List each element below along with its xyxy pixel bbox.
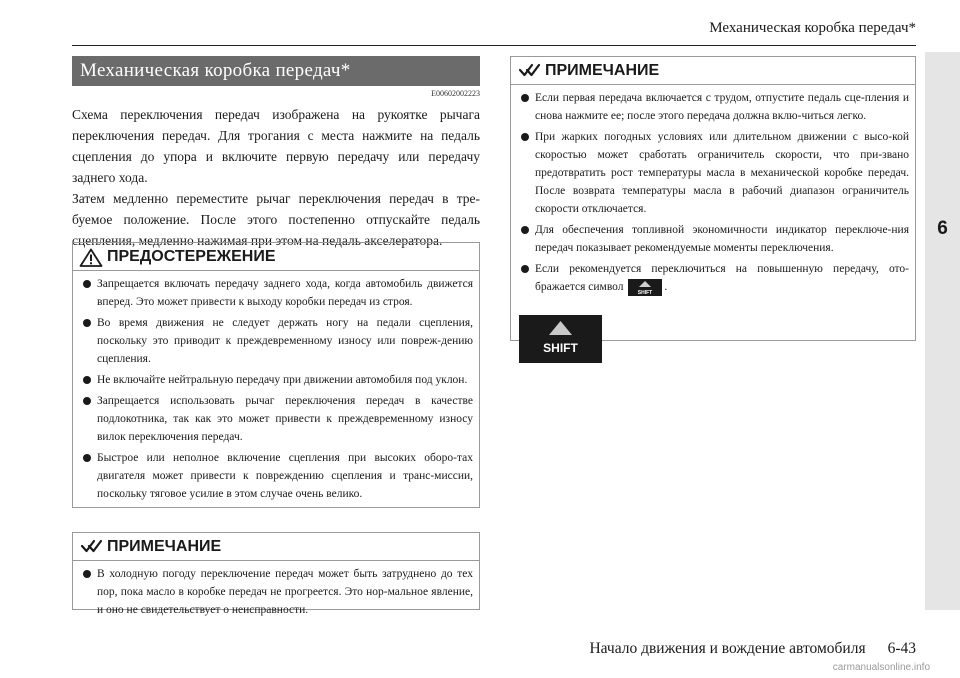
note-header — [73, 533, 479, 561]
bullet-icon — [83, 376, 91, 384]
bullet-icon — [83, 570, 91, 578]
bullet-icon — [521, 94, 529, 102]
caution-header — [73, 243, 479, 271]
bullet-icon — [83, 319, 91, 327]
note-list — [73, 561, 479, 628]
page-footer — [589, 640, 916, 658]
note-box-right — [510, 56, 916, 355]
left-column — [72, 56, 480, 251]
paragraph: Затем медленно переместите рычаг переключения передач в тре-буемое положение. После этого постепенно отпускайте педаль сцепления, медленно нажимая при этом на педаль акселератора. — [72, 191, 480, 248]
bullet-icon — [521, 265, 529, 273]
list-item: При жарких погодных условиях или длительном движении с высо-кой скоростью может сработать ограничитель скорости, что при-звано предотвратить рост температуры масла в механической коробке передач. После возврата температуры масла в рабочий диапазон ограничитель скорости отключается. — [519, 128, 909, 218]
list-item: Во время движения не следует держать ногу на педали сцепления, поскольку это приводит к преждевременному износу или повреж-дению сцепления. — [81, 314, 473, 368]
shift-up-indicator-icon — [628, 279, 662, 296]
warning-triangle-icon — [79, 248, 103, 267]
page-number: 6-43 — [887, 640, 916, 657]
header-divider — [72, 45, 916, 46]
shift-label: SHIFT — [543, 341, 578, 355]
running-header-title: Механическая коробка передач* — [709, 20, 916, 36]
caution-box — [72, 242, 480, 508]
note-title: ПРИМЕЧАНИЕ — [545, 62, 660, 79]
paragraph: Схема переключения передач изображена на рукоятке рычага переключения передач. Для трогания с места нажмите на педаль сцепления до упора и включите первую передачу или передачу заднего хода. — [72, 107, 480, 185]
shift-indicator-large-icon — [519, 315, 602, 363]
watermark: carmanualsonline.info — [832, 662, 930, 673]
section-title: Механическая коробка передач* — [72, 56, 480, 86]
note-checkmark-icon — [517, 62, 541, 80]
shift-label: SHIFT — [638, 289, 653, 296]
note-header — [511, 57, 915, 85]
bullet-icon — [521, 226, 529, 234]
caution-title: ПРЕДОСТЕРЕЖЕНИЕ — [107, 248, 276, 265]
note-title: ПРИМЕЧАНИЕ — [107, 538, 222, 555]
note-box-left — [72, 532, 480, 616]
list-item: Не включайте нейтральную передачу при движении автомобиля под уклон. — [81, 371, 473, 389]
note-checkmark-icon — [79, 538, 103, 556]
bullet-icon — [83, 397, 91, 405]
bullet-icon — [521, 133, 529, 141]
note-list — [511, 85, 915, 305]
list-item: Если рекомендуется переключиться на повышенную передачу, ото-бражается символ SHIFT . — [519, 260, 909, 296]
document-code: E00602002223 — [431, 89, 480, 98]
list-item: Если первая передача включается с трудом, отпустите педаль сце-пления и снова нажмите ее; после этого передача должна вклю-читься легко. — [519, 89, 909, 125]
chapter-side-tab[interactable] — [925, 52, 960, 610]
list-item: Для обеспечения топливной экономичности индикатор переключе-ния передач показывает рекомендуемые моменты переключения. — [519, 221, 909, 257]
list-item: Быстрое или неполное включение сцепления при высоких оборо-тах двигателя может привести к повреждению сцепления и транс-миссии, поскольку тяговое усилие в этом случае очень велико. — [81, 449, 473, 503]
list-item: Запрещается включать передачу заднего хода, когда автомобиль движется вперед. Это может привести к выходу коробки передач из строя. — [81, 275, 473, 311]
chapter-number: 6 — [937, 218, 948, 239]
list-item: Запрещается использовать рычаг переключения передач в качестве подлокотника, так как это может привести к преждевременному износу вилок переключения передач. — [81, 392, 473, 446]
list-item: В холодную погоду переключение передач может быть затруднено до тех пор, пока масло в коробке передач не прогреется. Это нор-мальное явление, и оно не свидетельствует о неисправности. — [81, 565, 473, 619]
footer-section-name: Начало движения и вождение автомобиля — [589, 640, 866, 657]
body-text — [72, 104, 480, 251]
bullet-icon — [83, 454, 91, 462]
bullet-icon — [83, 280, 91, 288]
caution-list — [73, 271, 479, 512]
